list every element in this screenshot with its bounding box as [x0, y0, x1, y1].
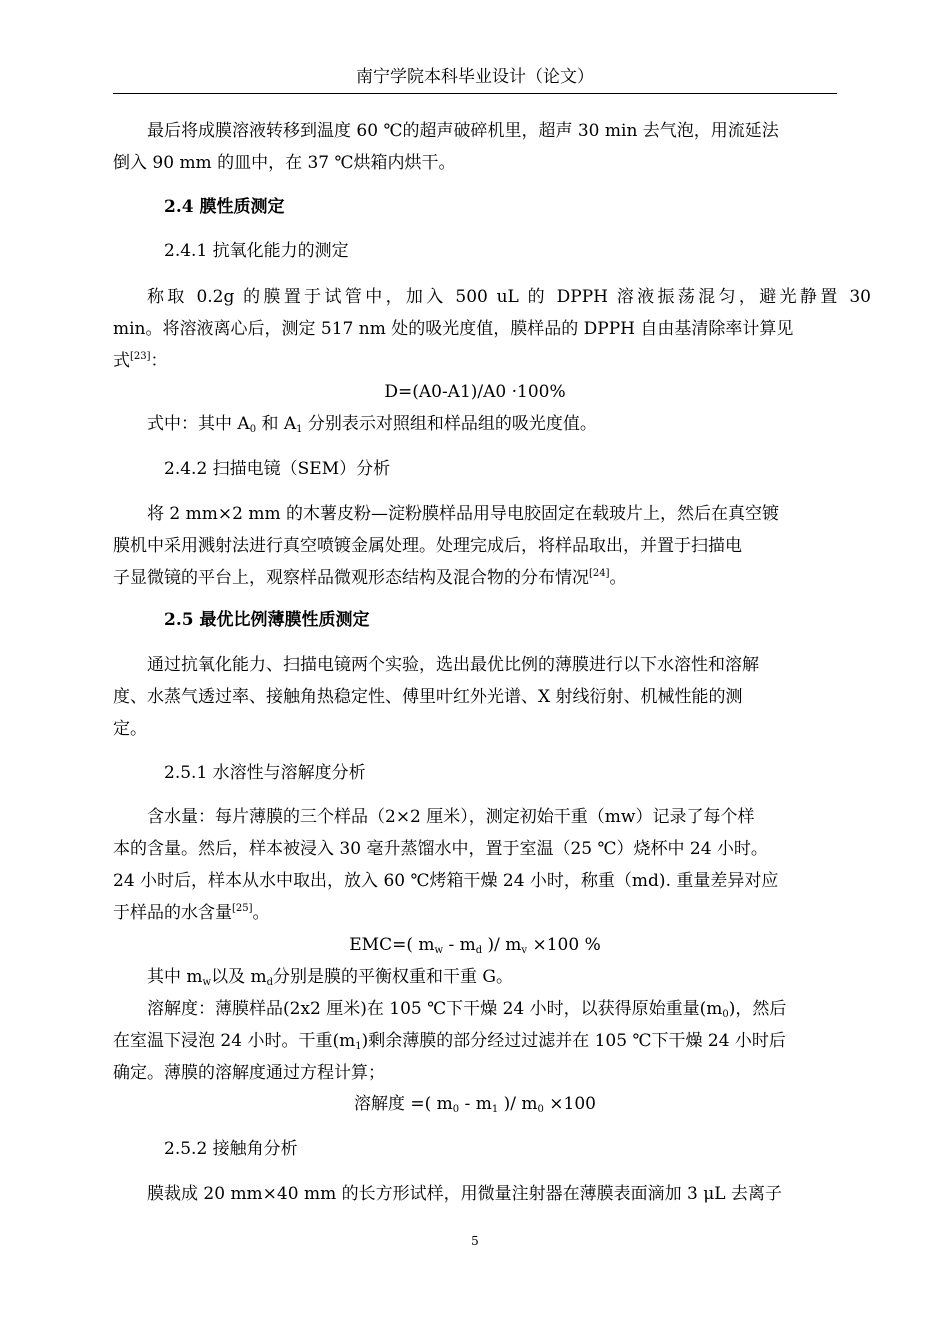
subsection-heading-2-5-2: 2.5.2 接触角分析 — [164, 1139, 298, 1159]
paragraph-line: 24 小时后，样本从水中取出，放入 60 ℃烤箱干燥 24 小时，称重（md). 重量差异对应 — [113, 871, 779, 891]
subsection-heading-2-5-1: 2.5.1 水溶性与溶解度分析 — [164, 763, 366, 783]
page-number: 5 — [471, 1234, 479, 1248]
paragraph-line: 膜裁成 20 mm×40 mm 的长方形试样，用微量注射器在薄膜表面滴加 3 μL 去离子 — [147, 1184, 782, 1204]
formula-note: 式中：其中 $A_0$ 和 $A_1$ 分别表示对照组和样品组的吸光度值。 — [147, 414, 597, 435]
paragraph-line: 倒入 90 mm 的皿中，在 37 ℃烘箱内烘干。 — [113, 153, 456, 173]
citation-ref: [24] — [589, 568, 610, 579]
paragraph-line: 含水量：每片薄膜的三个样品（2×2 厘米），测定初始干重（mw）记录了每个样 — [147, 807, 755, 827]
paragraph-line: 本的含量。然后，样本被浸入 30 毫升蒸馏水中，置于室温（25 ℃）烧杯中 24 小时。 — [113, 839, 768, 859]
paragraph-line: 最后将成膜溶液转移到温度 60 ℃的超声破碎机里，超声 30 min 去气泡，用流延法 — [147, 121, 779, 141]
header-rule — [113, 93, 837, 94]
paragraph-line: 确定。薄膜的溶解度通过方程计算； — [113, 1063, 385, 1083]
section-heading-2-5: 2.5 最优比例薄膜性质测定 — [164, 610, 370, 630]
paragraph-line: 于样品的水含量[25]。 — [113, 903, 270, 923]
citation-ref: [23] — [130, 351, 151, 362]
citation-ref: [25] — [232, 903, 253, 914]
formula-dpph: D=(A0-A1)/A0 ·100% — [384, 382, 566, 402]
paragraph-line: 度、水蒸气透过率、接触角热稳定性、傅里叶红外光谱、X 射线衍射、机械性能的测 — [113, 687, 743, 707]
paragraph-line: 膜机中采用溅射法进行真空喷镀金属处理。处理完成后，将样品取出，并置于扫描电 — [113, 536, 742, 556]
paragraph-line: 将 2 mm×2 mm 的木薯皮粉—淀粉膜样品用导电胶固定在载玻片上，然后在真空镀 — [147, 504, 779, 524]
paragraph-line: min。将溶液离心后，测定 517 nm 处的吸光度值，膜样品的 DPPH 自由基清除率计算见 — [113, 319, 794, 339]
paragraph-line: 定。 — [113, 719, 147, 739]
section-heading-2-4: 2.4 膜性质测定 — [164, 197, 285, 217]
page-header: 南宁学院本科毕业设计（论文） — [356, 67, 594, 87]
paragraph-line: 通过抗氧化能力、扫描电镜两个实验，选出最优比例的薄膜进行以下水溶性和溶解 — [147, 655, 759, 675]
subsection-heading-2-4-1: 2.4.1 抗氧化能力的测定 — [164, 241, 349, 261]
paragraph-line: 在室温下浸泡 24 小时。干重$(m_1)$剩余薄膜的部分经过过滤并在 105 ℃下干燥 24 小时后 — [113, 1031, 786, 1052]
paragraph-line: 式[23]： — [113, 351, 168, 371]
formula-emc: EMC=( $m_w - m_d$ )/ $m_v \times 100$ % — [349, 935, 601, 956]
formula-solubility: 溶解度 =( $m_0 - m_1$ )/ $m_0 \times 100$ — [353, 1094, 596, 1115]
paragraph-line: 溶解度：薄膜样品(2x2 厘米)在 105 ℃下干燥 24 小时，以获得原始重量$(m_0)$，然后 — [147, 999, 787, 1020]
paragraph-line: 子显微镜的平台上，观察样品微观形态结构及混合物的分布情况[24]。 — [113, 568, 627, 588]
subsection-heading-2-4-2: 2.4.2 扫描电镜（SEM）分析 — [164, 459, 391, 479]
formula-note: 其中 $m_w$以及 $m_d$分别是膜的平衡权重和干重 G。 — [147, 967, 514, 988]
paragraph-line: 称取 0.2g 的膜置于试管中，加入 500 uL 的 DPPH 溶液振荡混匀，避光静置 30 — [147, 287, 871, 307]
